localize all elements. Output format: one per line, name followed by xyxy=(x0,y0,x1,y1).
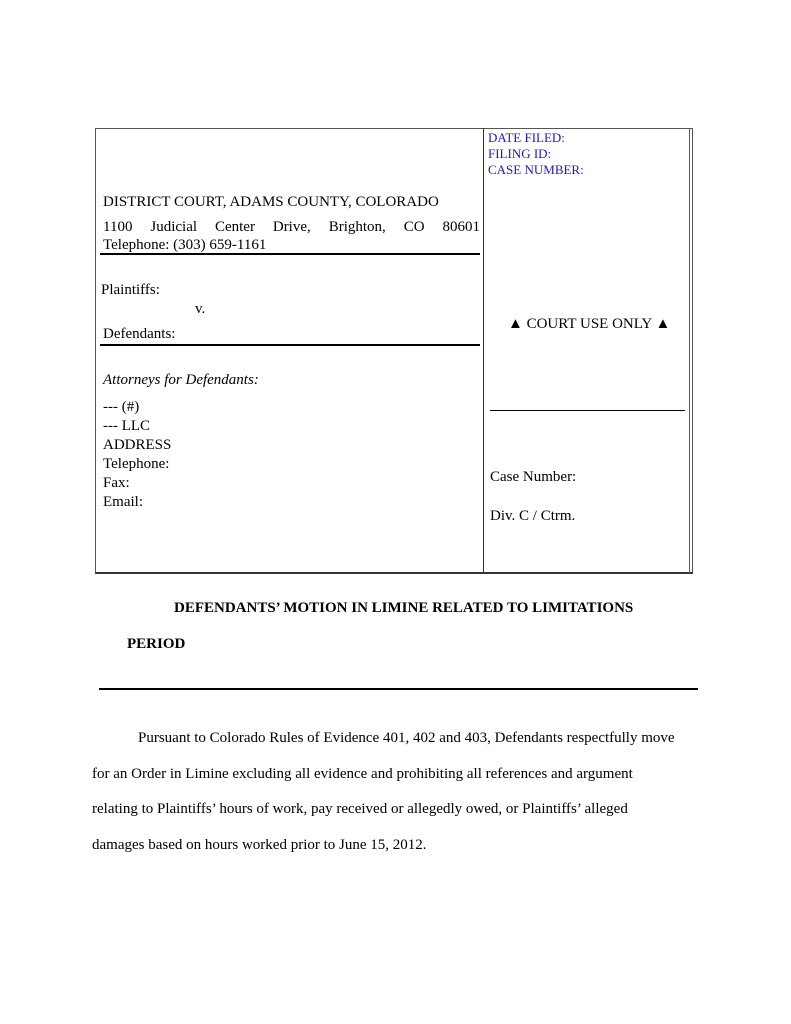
court-telephone: Telephone: (303) 659-1161 xyxy=(103,237,267,253)
attorney-line: --- LLC xyxy=(103,418,151,434)
body-line: Pursuant to Colorado Rules of Evidence 401, 402 and 403, Defendants respectfully move xyxy=(138,730,675,746)
address-part: Center xyxy=(214,219,255,235)
attorney-line: --- (#) xyxy=(103,399,140,415)
case-number-field: Case Number: xyxy=(490,469,577,485)
case-number-label: CASE NUMBER: xyxy=(488,162,584,177)
versus-label: v. xyxy=(195,301,206,317)
court-use-rule xyxy=(490,410,685,411)
attorney-line: Fax: xyxy=(103,475,130,491)
motion-title-line1: DEFENDANTS’ MOTION IN LIMINE RELATED TO LIMITATIONS xyxy=(174,600,634,616)
body-line: damages based on hours worked prior to June 15, 2012. xyxy=(92,837,427,853)
body-line: for an Order in Limine excluding all evidence and prohibiting all references and argument xyxy=(92,766,633,782)
filing-id-label: FILING ID: xyxy=(488,146,552,161)
court-address xyxy=(103,218,480,237)
caption-right-border xyxy=(689,128,690,574)
plaintiffs-label: Plaintiffs: xyxy=(101,282,160,298)
attorney-line: ADDRESS xyxy=(103,437,172,453)
division-field: Div. C / Ctrm. xyxy=(490,508,576,524)
address-part: CO xyxy=(403,219,425,235)
address-part: Brighton, xyxy=(328,219,386,235)
attorney-line: Email: xyxy=(103,494,143,510)
date-filed-label: DATE FILED: xyxy=(488,130,565,145)
defendants-label: Defendants: xyxy=(103,326,176,342)
motion-title-line2: PERIOD xyxy=(127,636,186,652)
court-name: DISTRICT COURT, ADAMS COUNTY, COLORADO xyxy=(103,194,439,210)
section-rule xyxy=(100,253,480,255)
body-line: relating to Plaintiffs’ hours of work, pay received or allegedly owed, or Plaintiffs’ alleged xyxy=(92,801,628,817)
title-rule xyxy=(99,688,698,690)
address-part: Judicial xyxy=(150,219,198,235)
section-rule xyxy=(100,344,480,346)
attorney-line: Telephone: xyxy=(103,456,170,472)
address-part: 80601 xyxy=(442,219,480,235)
address-part: 1100 xyxy=(103,219,133,235)
address-part: Drive, xyxy=(272,219,311,235)
court-use-only-label: ▲ COURT USE ONLY ▲ xyxy=(508,316,671,332)
caption-column-divider xyxy=(483,128,484,574)
attorneys-heading: Attorneys for Defendants: xyxy=(103,372,259,388)
